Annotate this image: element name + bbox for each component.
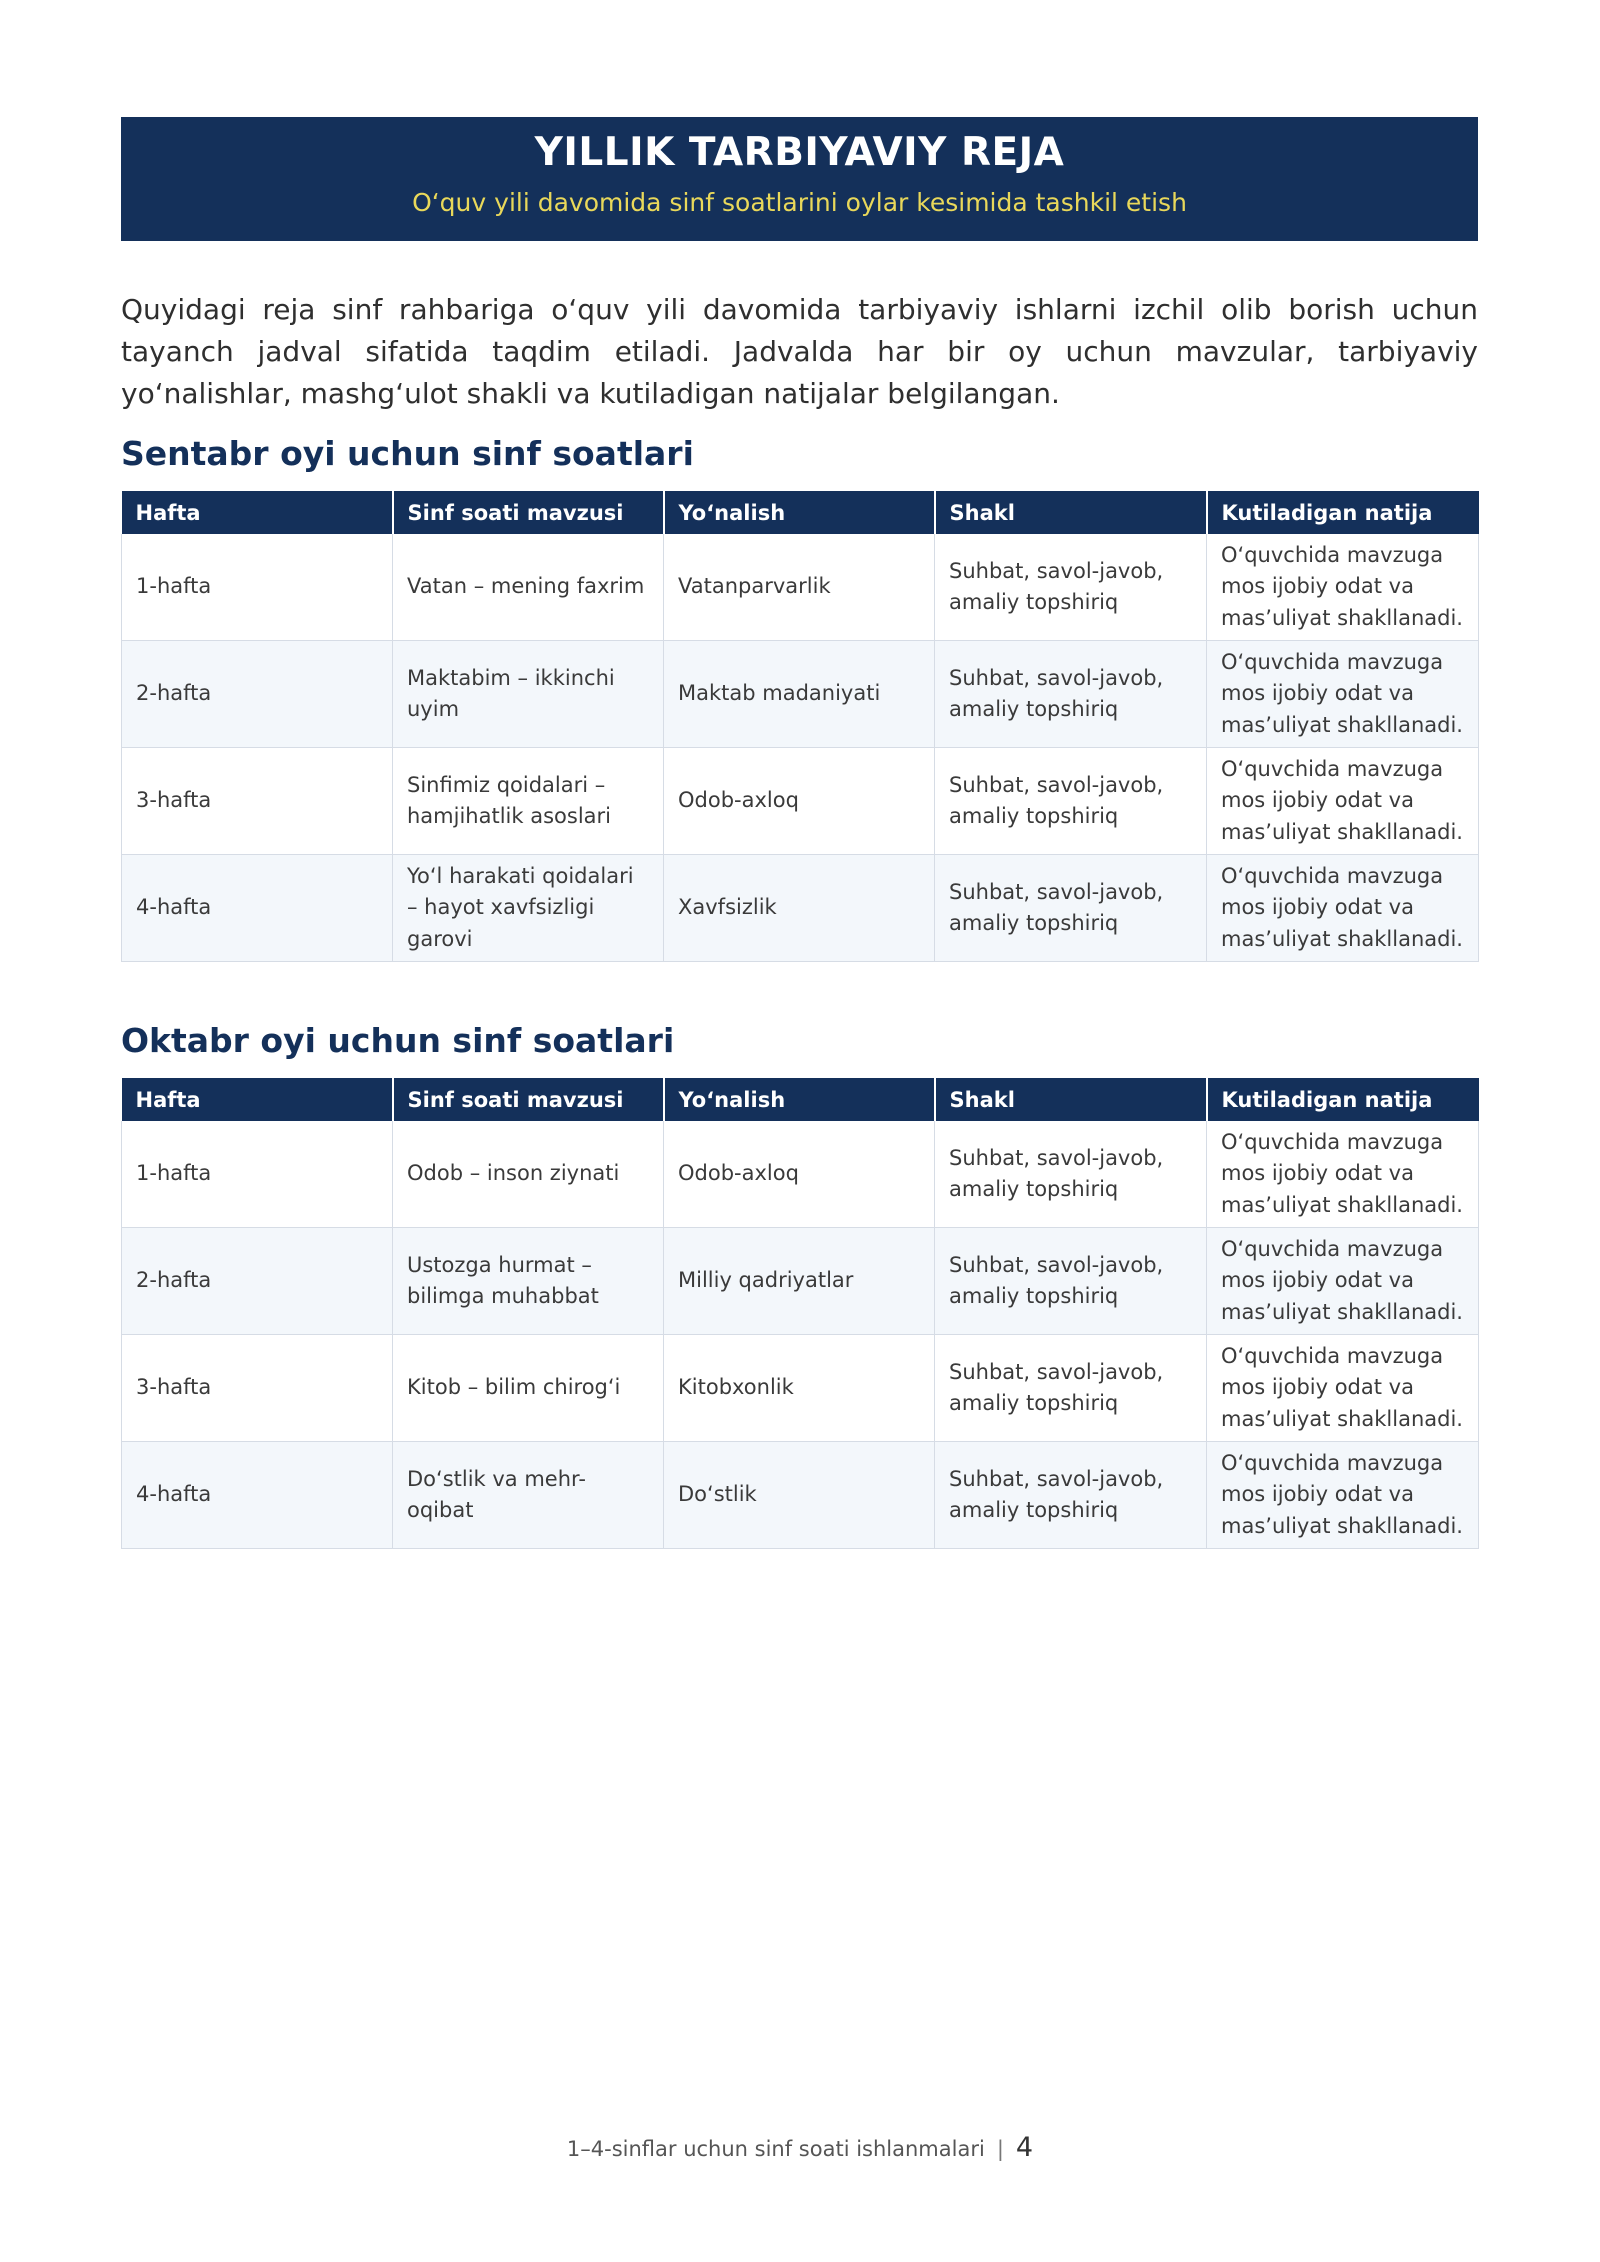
cell-direction: Odob-axloq xyxy=(664,748,935,855)
column-header-form: Shakl xyxy=(935,1078,1207,1121)
section-title-october: Oktabr oyi uchun sinf soatlari xyxy=(121,1021,675,1060)
cell-result: O‘quvchida mavzuga mos ijobiy odat va mas’uliyat shakllanadi. xyxy=(1207,855,1479,962)
cell-week: 1-hafta xyxy=(122,534,393,641)
cell-result: O‘quvchida mavzuga mos ijobiy odat va mas’uliyat shakllanadi. xyxy=(1207,748,1479,855)
table-header-row xyxy=(122,491,1479,534)
column-header-topic: Sinf soati mavzusi xyxy=(393,1078,664,1121)
cell-week: 3-hafta xyxy=(122,748,393,855)
intro-paragraph: Quyidagi reja sinf rahbariga o‘quv yili davomida tarbiyaviy ishlarni izchil olib borish uchun tayanch jadval sifatida taqdim etiladi. Jadvalda har bir oy uchun mavzular, tarbiyaviy yo‘nalishlar, mashg‘ulot shakli va kutiladigan natijalar belgilangan. xyxy=(121,293,1478,410)
column-header-result: Kutiladigan natija xyxy=(1207,491,1479,534)
cell-direction: Do‘stlik xyxy=(664,1442,935,1549)
table-row xyxy=(122,1442,1479,1549)
cell-topic: Odob – inson ziynati xyxy=(393,1121,664,1228)
cell-topic: Maktabim – ikkinchi uyim xyxy=(393,641,664,748)
column-header-form: Shakl xyxy=(935,491,1207,534)
page-number: 4 xyxy=(1015,2132,1034,2163)
cell-topic: Yo‘l harakati qoidalari – hayot xavfsizligi garovi xyxy=(393,855,664,962)
column-header-result: Kutiladigan natija xyxy=(1207,1078,1479,1121)
cell-result: O‘quvchida mavzuga mos ijobiy odat va mas’uliyat shakllanadi. xyxy=(1207,534,1479,641)
column-header-direction: Yo‘nalish xyxy=(664,1078,935,1121)
table-row xyxy=(122,855,1479,962)
cell-week: 3-hafta xyxy=(122,1335,393,1442)
footer-separator: | xyxy=(996,2137,1004,2161)
cell-week: 2-hafta xyxy=(122,641,393,748)
table-row xyxy=(122,1121,1479,1228)
page-title: YILLIK TARBIYAVIY REJA xyxy=(534,130,1065,175)
cell-topic: Kitob – bilim chirog‘i xyxy=(393,1335,664,1442)
cell-direction: Kitobxonlik xyxy=(664,1335,935,1442)
column-header-week: Hafta xyxy=(122,491,393,534)
cell-topic: Ustozga hurmat – bilimga muhabbat xyxy=(393,1228,664,1335)
cell-form: Suhbat, savol-javob, amaliy topshiriq xyxy=(935,1228,1207,1335)
cell-form: Suhbat, savol-javob, amaliy topshiriq xyxy=(935,1335,1207,1442)
table-row xyxy=(122,534,1479,641)
september-table xyxy=(121,491,1479,962)
cell-form: Suhbat, savol-javob, amaliy topshiriq xyxy=(935,855,1207,962)
cell-week: 2-hafta xyxy=(122,1228,393,1335)
cell-direction: Odob-axloq xyxy=(664,1121,935,1228)
page-footer xyxy=(0,2132,1600,2163)
page-subtitle: O‘quv yili davomida sinf soatlarini oylar kesimida tashkil etish xyxy=(412,188,1187,217)
cell-result: O‘quvchida mavzuga mos ijobiy odat va mas’uliyat shakllanadi. xyxy=(1207,641,1479,748)
cell-form: Suhbat, savol-javob, amaliy topshiriq xyxy=(935,641,1207,748)
cell-week: 4-hafta xyxy=(122,1442,393,1549)
cell-result: O‘quvchida mavzuga mos ijobiy odat va mas’uliyat shakllanadi. xyxy=(1207,1121,1479,1228)
column-header-topic: Sinf soati mavzusi xyxy=(393,491,664,534)
column-header-week: Hafta xyxy=(122,1078,393,1121)
table-row xyxy=(122,1228,1479,1335)
table-row xyxy=(122,748,1479,855)
table-row xyxy=(122,641,1479,748)
cell-form: Suhbat, savol-javob, amaliy topshiriq xyxy=(935,534,1207,641)
cell-result: O‘quvchida mavzuga mos ijobiy odat va mas’uliyat shakllanadi. xyxy=(1207,1442,1479,1549)
cell-result: O‘quvchida mavzuga mos ijobiy odat va mas’uliyat shakllanadi. xyxy=(1207,1335,1479,1442)
cell-direction: Maktab madaniyati xyxy=(664,641,935,748)
cell-form: Suhbat, savol-javob, amaliy topshiriq xyxy=(935,1442,1207,1549)
footer-text: 1–4-sinflar uchun sinf soati ishlanmalari xyxy=(566,2137,985,2161)
october-table xyxy=(121,1078,1479,1549)
cell-direction: Xavfsizlik xyxy=(664,855,935,962)
section-title-september: Sentabr oyi uchun sinf soatlari xyxy=(121,434,694,473)
table-row xyxy=(122,1335,1479,1442)
cell-direction: Vatanparvarlik xyxy=(664,534,935,641)
cell-week: 4-hafta xyxy=(122,855,393,962)
column-header-direction: Yo‘nalish xyxy=(664,491,935,534)
cell-form: Suhbat, savol-javob, amaliy topshiriq xyxy=(935,748,1207,855)
cell-topic: Sinfimiz qoidalari – hamjihatlik asoslari xyxy=(393,748,664,855)
table-header-row xyxy=(122,1078,1479,1121)
title-banner xyxy=(121,117,1478,241)
cell-week: 1-hafta xyxy=(122,1121,393,1228)
cell-result: O‘quvchida mavzuga mos ijobiy odat va mas’uliyat shakllanadi. xyxy=(1207,1228,1479,1335)
cell-direction: Milliy qadriyatlar xyxy=(664,1228,935,1335)
cell-form: Suhbat, savol-javob, amaliy topshiriq xyxy=(935,1121,1207,1228)
cell-topic: Vatan – mening faxrim xyxy=(393,534,664,641)
cell-topic: Do‘stlik va mehr-oqibat xyxy=(393,1442,664,1549)
